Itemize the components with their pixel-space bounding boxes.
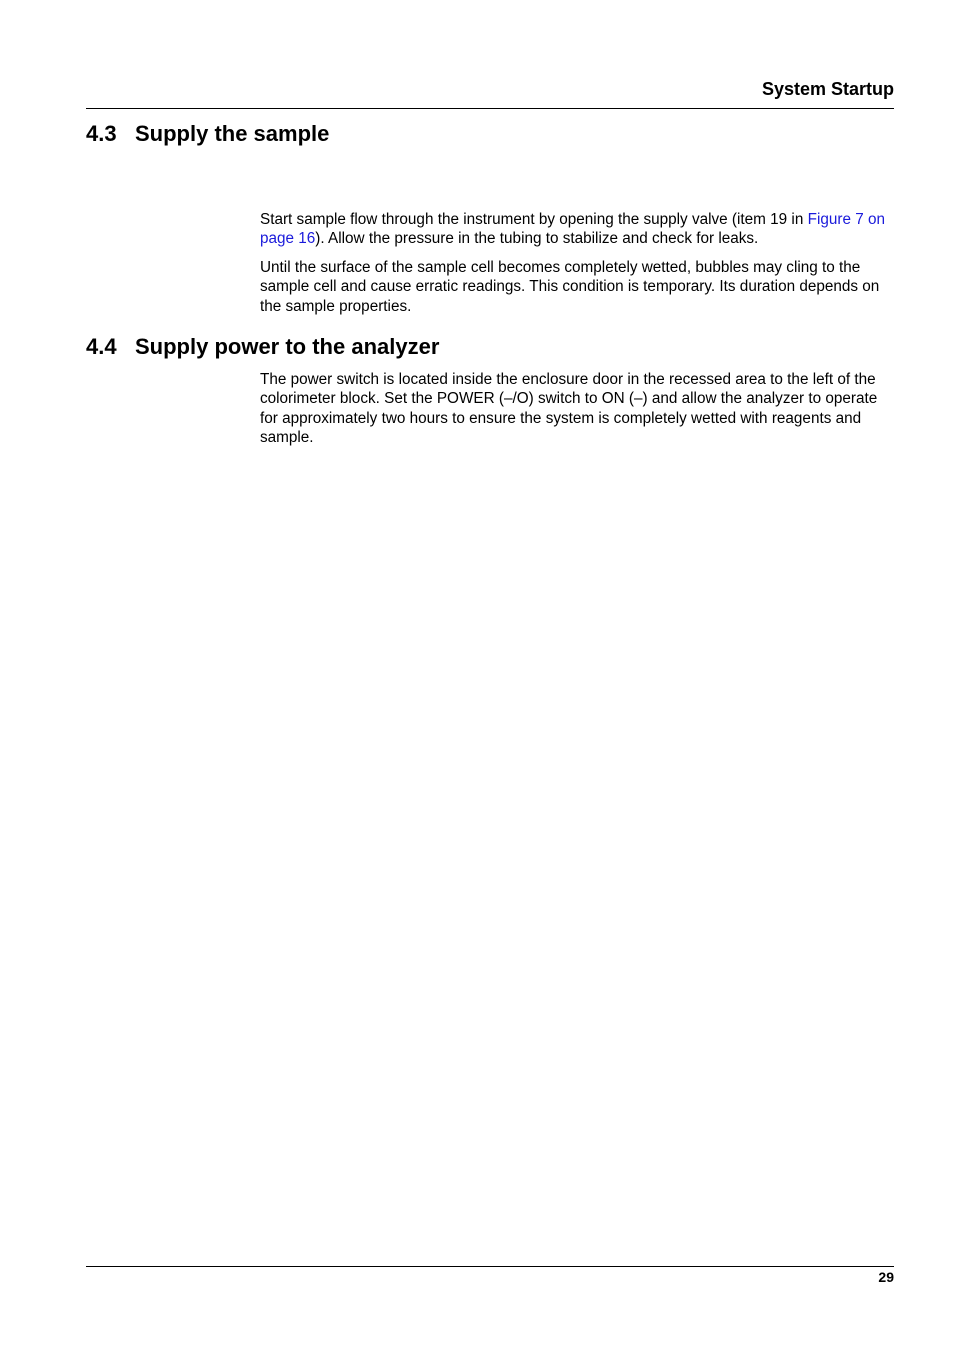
section-number: 4.4 [86, 334, 117, 359]
paragraph-text: ). Allow the pressure in the tubing to stabilize and check for leaks. [315, 230, 759, 248]
paragraph-text: Start sample flow through the instrument by opening the supply valve (item 19 in [260, 211, 808, 228]
section-title: Supply power to the analyzer [135, 334, 440, 359]
page-number: 29 [878, 1269, 894, 1285]
running-header: System Startup [761, 79, 894, 99]
section-number: 4.3 [86, 121, 117, 146]
paragraph-sample-cell-wetting: Until the surface of the sample cell becomes completely wetted, bubbles may cling to the sample cell and cause erratic readings. This condition is temporary. Its duration depends on the sample properties. [260, 259, 880, 315]
paragraph-start-sample-flow [260, 210, 894, 249]
section-heading-4-3 [86, 121, 329, 147]
header-rule [86, 108, 894, 109]
section-title: Supply the sample [135, 121, 330, 146]
section-heading-4-4 [86, 334, 439, 360]
footer-rule [86, 1266, 894, 1267]
figure-7-cross-reference-link[interactable]: Figure 7 on page 16 [260, 211, 885, 248]
paragraph-power-switch: The power switch is located inside the enclosure door in the recessed area to the left of the colorimeter block. Set the POWER (–/O) switch to ON (–) and allow the analyzer to operate for approximately two hours to ensure the system is completely wetted with reagents and sample. [260, 371, 878, 446]
